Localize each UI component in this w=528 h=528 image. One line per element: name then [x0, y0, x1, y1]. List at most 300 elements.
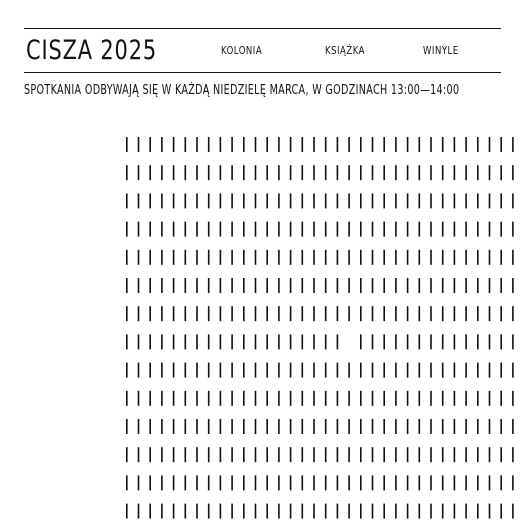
tally-mark	[500, 165, 502, 180]
tally-mark	[220, 165, 222, 180]
tally-mark	[290, 419, 292, 434]
tally-mark	[220, 222, 222, 237]
tally-mark	[290, 137, 292, 152]
tally-mark	[138, 165, 140, 180]
tally-mark	[302, 165, 304, 180]
tally-mark	[161, 447, 163, 462]
tally-mark	[196, 419, 198, 434]
tally-mark	[149, 391, 151, 406]
tally-mark	[372, 504, 374, 519]
tally-mark	[161, 193, 163, 208]
tally-mark	[477, 504, 479, 519]
tally-mark	[208, 447, 210, 462]
tally-mark	[337, 250, 339, 265]
tally-mark	[337, 222, 339, 237]
tally-mark	[196, 250, 198, 265]
tally-mark	[208, 250, 210, 265]
tally-mark	[138, 334, 140, 349]
tally-mark	[220, 193, 222, 208]
tally-mark	[138, 306, 140, 321]
tally-mark	[149, 137, 151, 152]
tally-mark	[442, 165, 444, 180]
tally-mark	[138, 504, 140, 519]
tally-mark	[196, 447, 198, 462]
tally-mark	[126, 278, 128, 293]
tally-mark	[126, 391, 128, 406]
nav-link-kolonia[interactable]: KOLONIA	[221, 44, 263, 57]
tally-mark	[500, 306, 502, 321]
tally-mark	[383, 447, 385, 462]
tally-mark	[465, 306, 467, 321]
tally-mark	[126, 334, 128, 349]
tally-mark	[325, 334, 327, 349]
tally-mark	[395, 278, 397, 293]
tally-mark	[512, 193, 514, 208]
tally-mark	[430, 250, 432, 265]
tally-mark	[208, 222, 210, 237]
tally-mark	[348, 137, 350, 152]
tally-mark	[477, 334, 479, 349]
tally-mark	[325, 250, 327, 265]
tally-mark	[395, 391, 397, 406]
tally-mark	[243, 137, 245, 152]
tally-mark	[383, 419, 385, 434]
tally-mark	[372, 391, 374, 406]
tally-mark	[489, 165, 491, 180]
tally-mark	[500, 391, 502, 406]
tally-mark	[290, 278, 292, 293]
tally-mark	[477, 391, 479, 406]
tally-mark	[278, 278, 280, 293]
tally-mark	[126, 250, 128, 265]
tally-mark	[325, 419, 327, 434]
tally-mark	[477, 306, 479, 321]
tally-row	[126, 137, 514, 152]
tally-mark	[126, 475, 128, 490]
tally-mark	[360, 193, 362, 208]
tally-mark	[348, 391, 350, 406]
tally-mark	[360, 419, 362, 434]
tally-mark	[500, 419, 502, 434]
tally-mark	[278, 193, 280, 208]
tally-mark	[512, 447, 514, 462]
tally-mark	[161, 419, 163, 434]
tally-mark	[255, 391, 257, 406]
tally-mark	[302, 306, 304, 321]
tally-mark	[243, 193, 245, 208]
tally-mark	[454, 363, 456, 378]
tally-mark	[489, 334, 491, 349]
tally-row	[126, 193, 514, 208]
tally-mark	[500, 475, 502, 490]
tally-mark	[255, 504, 257, 519]
tally-mark	[185, 447, 187, 462]
tally-mark	[325, 278, 327, 293]
tally-mark	[337, 165, 339, 180]
tally-mark	[231, 447, 233, 462]
tally-mark	[337, 278, 339, 293]
tally-mark	[185, 278, 187, 293]
tally-mark	[372, 250, 374, 265]
tally-mark	[173, 165, 175, 180]
tally-mark	[161, 363, 163, 378]
tally-mark	[243, 504, 245, 519]
tally-mark	[489, 504, 491, 519]
tally-mark	[419, 193, 421, 208]
tally-mark	[313, 504, 315, 519]
tally-mark	[126, 137, 128, 152]
tally-mark	[500, 278, 502, 293]
tally-mark	[512, 137, 514, 152]
tally-mark	[161, 222, 163, 237]
tally-mark	[266, 165, 268, 180]
tally-mark	[348, 193, 350, 208]
tally-mark	[360, 137, 362, 152]
tally-mark	[149, 250, 151, 265]
tally-mark	[325, 447, 327, 462]
tally-mark	[512, 165, 514, 180]
tally-mark	[512, 278, 514, 293]
tally-mark	[220, 250, 222, 265]
tally-mark	[500, 504, 502, 519]
tally-mark	[208, 475, 210, 490]
tally-mark	[173, 475, 175, 490]
tally-mark	[138, 419, 140, 434]
tally-mark	[407, 419, 409, 434]
tally-mark	[231, 278, 233, 293]
tally-mark	[383, 278, 385, 293]
tally-mark	[243, 165, 245, 180]
tally-mark	[208, 137, 210, 152]
tally-mark	[278, 137, 280, 152]
tally-mark	[173, 334, 175, 349]
tally-mark	[266, 504, 268, 519]
tally-mark	[407, 475, 409, 490]
tally-mark	[454, 193, 456, 208]
tally-mark	[290, 193, 292, 208]
tally-mark	[325, 193, 327, 208]
tally-mark	[500, 363, 502, 378]
tally-mark	[149, 504, 151, 519]
tally-mark	[149, 334, 151, 349]
tally-mark	[372, 222, 374, 237]
tally-mark	[243, 334, 245, 349]
tally-mark	[419, 222, 421, 237]
tally-mark	[231, 306, 233, 321]
tally-mark	[430, 363, 432, 378]
tally-mark	[255, 222, 257, 237]
tally-row	[126, 222, 514, 237]
tally-mark	[454, 250, 456, 265]
tally-mark	[454, 278, 456, 293]
tally-mark	[325, 137, 327, 152]
tally-mark	[313, 447, 315, 462]
tally-mark	[243, 363, 245, 378]
tally-mark	[220, 504, 222, 519]
tally-mark	[348, 363, 350, 378]
tally-mark	[383, 504, 385, 519]
tally-mark	[372, 306, 374, 321]
tally-mark	[442, 363, 444, 378]
tally-mark	[454, 447, 456, 462]
tally-mark	[395, 222, 397, 237]
tally-mark	[138, 363, 140, 378]
tally-mark	[302, 475, 304, 490]
tally-mark	[255, 475, 257, 490]
tally-mark	[419, 137, 421, 152]
tally-mark	[161, 137, 163, 152]
tally-mark	[255, 419, 257, 434]
tally-mark	[185, 475, 187, 490]
tally-row	[126, 504, 514, 519]
tally-mark	[348, 165, 350, 180]
tally-mark	[290, 391, 292, 406]
tally-mark	[302, 334, 304, 349]
tally-mark	[430, 222, 432, 237]
tally-mark	[243, 278, 245, 293]
tally-mark	[465, 447, 467, 462]
header-bottom-rule	[24, 72, 501, 73]
tally-mark	[196, 137, 198, 152]
tally-mark	[185, 222, 187, 237]
tally-mark	[173, 306, 175, 321]
tally-mark	[395, 165, 397, 180]
tally-mark	[266, 419, 268, 434]
tally-mark	[442, 137, 444, 152]
tally-mark	[313, 222, 315, 237]
tally-mark	[489, 137, 491, 152]
tally-mark	[407, 334, 409, 349]
tally-mark	[266, 334, 268, 349]
tally-mark	[173, 137, 175, 152]
tally-mark	[465, 137, 467, 152]
tally-mark	[290, 475, 292, 490]
tally-mark	[255, 165, 257, 180]
tally-mark	[208, 334, 210, 349]
tally-mark	[430, 447, 432, 462]
tally-mark	[161, 475, 163, 490]
tally-mark	[442, 250, 444, 265]
tally-mark	[325, 363, 327, 378]
tally-mark	[185, 306, 187, 321]
tally-mark	[278, 222, 280, 237]
tally-mark	[278, 363, 280, 378]
tally-mark	[442, 278, 444, 293]
tally-mark	[477, 165, 479, 180]
tally-mark	[419, 504, 421, 519]
tally-mark	[372, 137, 374, 152]
tally-mark	[278, 306, 280, 321]
tally-mark	[278, 334, 280, 349]
tally-mark	[196, 193, 198, 208]
tally-mark	[430, 137, 432, 152]
tally-row	[126, 250, 514, 265]
tally-mark	[138, 391, 140, 406]
tally-mark	[196, 165, 198, 180]
tally-mark	[138, 447, 140, 462]
tally-mark	[372, 334, 374, 349]
tally-mark	[407, 222, 409, 237]
tally-mark	[465, 193, 467, 208]
tally-mark	[383, 165, 385, 180]
tally-mark	[185, 419, 187, 434]
tally-mark	[220, 475, 222, 490]
tally-mark	[325, 391, 327, 406]
tally-mark	[430, 391, 432, 406]
tally-mark	[185, 334, 187, 349]
site-title[interactable]: CISZA 2025	[26, 35, 158, 66]
tally-mark	[325, 475, 327, 490]
tally-mark	[419, 306, 421, 321]
tally-mark	[395, 137, 397, 152]
tally-mark	[383, 334, 385, 349]
tally-mark	[489, 419, 491, 434]
tally-mark	[302, 222, 304, 237]
tally-mark	[196, 504, 198, 519]
tally-mark	[266, 222, 268, 237]
tally-mark	[430, 334, 432, 349]
tally-mark	[243, 222, 245, 237]
tally-mark	[442, 447, 444, 462]
tally-mark	[407, 165, 409, 180]
tally-mark	[465, 363, 467, 378]
tally-mark	[442, 306, 444, 321]
tally-mark	[419, 391, 421, 406]
tally-mark	[477, 193, 479, 208]
tally-mark	[243, 419, 245, 434]
tally-mark	[208, 306, 210, 321]
tally-mark	[196, 334, 198, 349]
tally-mark	[454, 334, 456, 349]
tally-mark	[419, 447, 421, 462]
tally-mark	[348, 306, 350, 321]
tally-row	[126, 334, 514, 349]
tally-mark	[489, 475, 491, 490]
tally-mark	[430, 193, 432, 208]
tally-mark	[325, 306, 327, 321]
tally-mark	[313, 475, 315, 490]
tally-mark	[430, 306, 432, 321]
tally-mark	[337, 447, 339, 462]
tally-mark	[489, 193, 491, 208]
tally-mark	[220, 278, 222, 293]
tally-mark	[220, 363, 222, 378]
tally-mark	[337, 334, 339, 349]
tally-mark	[161, 391, 163, 406]
tally-mark	[465, 391, 467, 406]
tally-mark	[196, 475, 198, 490]
tally-mark	[395, 250, 397, 265]
tally-mark	[313, 278, 315, 293]
header-top-rule	[24, 28, 501, 29]
tally-mark	[313, 306, 315, 321]
tally-mark	[419, 250, 421, 265]
nav-link-winyle[interactable]: WINYLE	[423, 44, 459, 57]
tally-mark	[489, 222, 491, 237]
tally-mark	[442, 391, 444, 406]
tally-mark	[243, 475, 245, 490]
tally-mark	[231, 475, 233, 490]
tally-mark	[149, 363, 151, 378]
tally-mark	[185, 250, 187, 265]
tally-mark	[337, 504, 339, 519]
tally-mark	[419, 475, 421, 490]
tally-mark	[500, 250, 502, 265]
tally-mark	[360, 504, 362, 519]
tally-mark	[208, 419, 210, 434]
tally-mark	[290, 306, 292, 321]
tally-row	[126, 306, 514, 321]
tally-mark	[243, 306, 245, 321]
tally-row	[126, 475, 514, 490]
tally-grid	[124, 137, 528, 528]
tally-mark	[138, 278, 140, 293]
tally-mark	[348, 475, 350, 490]
tally-mark	[231, 137, 233, 152]
tally-mark	[512, 334, 514, 349]
tally-mark	[383, 391, 385, 406]
tally-mark	[278, 447, 280, 462]
tally-mark	[266, 391, 268, 406]
tally-mark	[372, 193, 374, 208]
tally-mark	[454, 165, 456, 180]
tally-mark	[337, 306, 339, 321]
tally-mark	[372, 363, 374, 378]
tally-mark	[126, 222, 128, 237]
tally-mark	[442, 334, 444, 349]
tally-mark	[313, 363, 315, 378]
tally-mark	[395, 475, 397, 490]
tally-mark	[185, 363, 187, 378]
tally-mark	[126, 165, 128, 180]
tally-mark	[231, 334, 233, 349]
tally-mark	[512, 504, 514, 519]
tally-mark	[477, 250, 479, 265]
tally-mark	[278, 504, 280, 519]
tally-mark	[512, 222, 514, 237]
tally-mark	[360, 475, 362, 490]
tally-mark	[302, 278, 304, 293]
tally-mark	[500, 334, 502, 349]
tally-mark	[395, 334, 397, 349]
tally-mark	[161, 278, 163, 293]
tally-mark	[407, 504, 409, 519]
tally-mark	[407, 193, 409, 208]
tally-mark	[126, 363, 128, 378]
tally-mark	[407, 447, 409, 462]
tally-mark	[173, 419, 175, 434]
tally-mark	[430, 419, 432, 434]
tally-row	[126, 165, 514, 180]
tally-mark	[173, 193, 175, 208]
tally-mark	[477, 137, 479, 152]
tally-mark	[255, 447, 257, 462]
nav-link-ksiazka[interactable]: KSIĄŻKA	[325, 44, 365, 57]
tally-mark	[430, 504, 432, 519]
tally-mark	[372, 447, 374, 462]
tally-mark	[173, 391, 175, 406]
tally-mark	[395, 447, 397, 462]
tally-mark	[231, 165, 233, 180]
tally-mark	[126, 504, 128, 519]
tally-mark	[419, 363, 421, 378]
tally-mark	[243, 447, 245, 462]
tally-mark	[383, 363, 385, 378]
tally-mark	[512, 475, 514, 490]
tally-mark	[255, 250, 257, 265]
tally-mark	[149, 165, 151, 180]
tally-mark	[255, 334, 257, 349]
